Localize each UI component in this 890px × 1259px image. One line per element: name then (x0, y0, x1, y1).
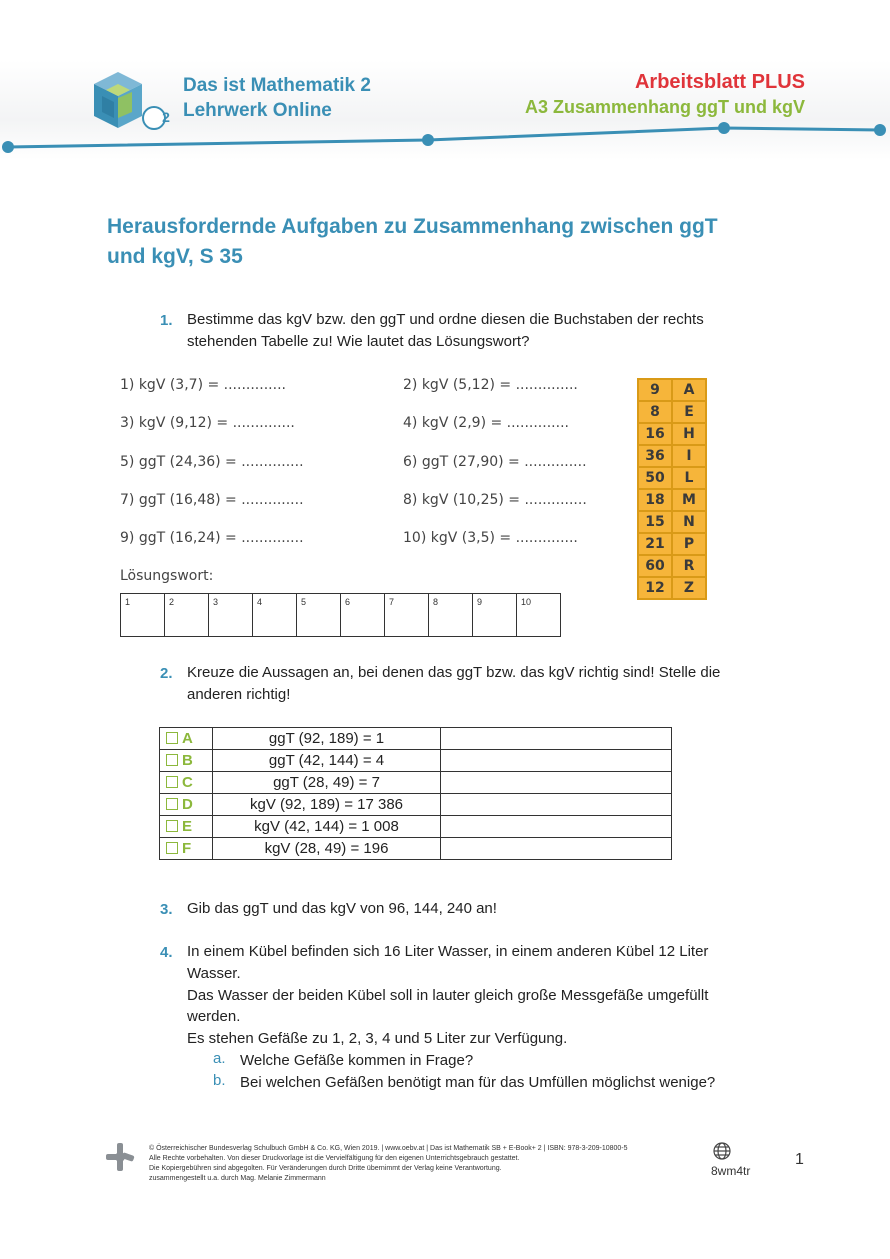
checkbox-icon[interactable] (166, 798, 178, 810)
task-1-item: 7) ggT (16,48) = .............. (120, 492, 304, 508)
statement-text: ggT (28, 49) = 7 (213, 772, 441, 794)
key-number: 21 (638, 533, 672, 555)
checkbox-icon[interactable] (166, 820, 178, 832)
task-1-item: 2) kgV (5,12) = .............. (403, 377, 578, 393)
key-number: 15 (638, 511, 672, 533)
task-4-text-line-1: In einem Kübel befinden sich 16 Liter Wasser, in einem anderen Kübel 12 Liter (187, 943, 709, 960)
statement-checkbox[interactable] (160, 728, 213, 750)
key-letter: R (672, 555, 706, 577)
logo-badge: 2 (162, 109, 170, 125)
table-row (160, 838, 672, 860)
correction-cell[interactable] (441, 750, 672, 772)
sheet-subtitle: A3 Zusammenhang ggT und kgV (524, 97, 805, 117)
footer-line: Alle Rechte vorbehalten. Von dieser Druckvorlage ist die Vervielfältigung für den eigenen Unterrichtsgebrauch gestattet. (149, 1155, 520, 1162)
statement-text: ggT (92, 189) = 1 (213, 728, 441, 750)
correction-cell[interactable] (441, 816, 672, 838)
key-number: 36 (638, 445, 672, 467)
footer-line: © Österreichischer Bundesverlag Schulbuch GmbH & Co. KG, Wien 2019. | www.oebv.at | Das ist Mathematik SB + E-Book+ 2 | ISBN: 978-3-209-10800-5 (149, 1145, 628, 1152)
checkbox-icon[interactable] (166, 776, 178, 788)
table-row (160, 772, 672, 794)
key-number: 12 (638, 577, 672, 599)
table-row (160, 728, 672, 750)
statement-label: D (182, 796, 193, 813)
key-number: 60 (638, 555, 672, 577)
task-1-item: 9) ggT (16,24) = .............. (120, 530, 304, 546)
task-4-number: 4. (160, 944, 173, 961)
task-2-text-line-1: Kreuze die Aussagen an, bei denen das ggT bzw. das kgV richtig sind! Stelle die (187, 664, 721, 681)
statement-label: F (182, 840, 192, 857)
task-3-number: 3. (160, 901, 173, 918)
solution-cell[interactable]: 5 (297, 594, 341, 637)
page-number: 1 (795, 1151, 804, 1168)
checkbox-icon[interactable] (166, 842, 178, 854)
statement-text: ggT (42, 144) = 4 (213, 750, 441, 772)
task-1-item: 4) kgV (2,9) = .............. (403, 415, 569, 431)
statement-label: C (182, 774, 193, 791)
correction-cell[interactable] (441, 728, 672, 750)
task-4-text-line-3: Das Wasser der beiden Kübel soll in lauter gleich große Messgefäße umgefüllt (187, 987, 709, 1004)
correction-cell[interactable] (441, 772, 672, 794)
statement-checkbox[interactable] (160, 816, 213, 838)
brand-line-1: Das ist Mathematik 2 (183, 75, 371, 96)
statement-text: kgV (42, 144) = 1 008 (213, 816, 441, 838)
task-1-item: 8) kgV (10,25) = .............. (403, 492, 587, 508)
correction-cell[interactable] (441, 838, 672, 860)
key-letter: M (672, 489, 706, 511)
key-letter: E (672, 401, 706, 423)
footer-copyright (149, 1144, 709, 1184)
page-title-line-1: Herausfordernde Aufgaben zu Zusammenhang zwischen ggT (107, 215, 718, 238)
solution-word-label: Lösungswort: (120, 568, 214, 584)
solution-cell[interactable]: 6 (341, 594, 385, 637)
task-1-text-line-2: stehenden Tabelle zu! Wie lautet das Lösungswort? (187, 333, 530, 350)
statement-checkbox[interactable] (160, 772, 213, 794)
statement-checkbox[interactable] (160, 750, 213, 772)
key-number: 9 (638, 379, 672, 401)
solution-cell[interactable]: 8 (429, 594, 473, 637)
table-row (160, 750, 672, 772)
sheet-title: Arbeitsblatt PLUS (634, 71, 805, 93)
task-1-item: 1) kgV (3,7) = .............. (120, 377, 286, 393)
brand-line-2: Lehrwerk Online (183, 100, 332, 121)
solution-cell[interactable]: 4 (253, 594, 297, 637)
statement-text: kgV (92, 189) = 17 386 (213, 794, 441, 816)
key-number: 16 (638, 423, 672, 445)
key-letter: Z (672, 577, 706, 599)
key-number: 8 (638, 401, 672, 423)
key-letter: A (672, 379, 706, 401)
footer-line: zusammengestellt u.a. durch Mag. Melanie Zimmermann (149, 1175, 326, 1182)
statement-checkbox[interactable] (160, 794, 213, 816)
task-4-sub-b-text: Bei welchen Gefäßen benötigt man für das Umfüllen möglichst wenige? (240, 1074, 716, 1091)
letter-key-table (637, 378, 707, 600)
statement-label: B (182, 752, 193, 769)
solution-cell[interactable]: 1 (121, 594, 165, 637)
task-2-number: 2. (160, 665, 173, 682)
publisher-logo-icon (104, 1141, 136, 1173)
task-1-number: 1. (160, 312, 173, 329)
task-4-text-line-2: Wasser. (187, 965, 241, 982)
page-title-line-2: und kgV, S 35 (107, 245, 243, 268)
task-1-item: 10) kgV (3,5) = .............. (403, 530, 578, 546)
solution-cell[interactable]: 2 (165, 594, 209, 637)
solution-cell[interactable]: 10 (517, 594, 561, 637)
solution-word-table (120, 593, 561, 637)
statement-text: kgV (28, 49) = 196 (213, 838, 441, 860)
statement-checkbox[interactable] (160, 838, 213, 860)
task-4-sub-a-letter: a. (213, 1050, 226, 1067)
key-number: 50 (638, 467, 672, 489)
solution-cell[interactable]: 9 (473, 594, 517, 637)
statement-label: A (182, 730, 193, 747)
correction-cell[interactable] (441, 794, 672, 816)
task-4-sub-a-text: Welche Gefäße kommen in Frage? (240, 1052, 474, 1069)
key-letter: L (672, 467, 706, 489)
key-letter: I (672, 445, 706, 467)
footer-line: Die Kopiergebühren sind abgegolten. Für Veränderungen durch Dritte übernimmt der Verlag keine Verantwortung. (149, 1165, 502, 1172)
globe-icon[interactable] (712, 1141, 732, 1161)
solution-cell[interactable]: 7 (385, 594, 429, 637)
table-row (160, 816, 672, 838)
checkbox-icon[interactable] (166, 754, 178, 766)
solution-cell[interactable]: 3 (209, 594, 253, 637)
header-timeline-line (0, 120, 890, 160)
task-2-text-line-2: anderen richtig! (187, 686, 291, 703)
online-code[interactable]: 8wm4tr (711, 1164, 751, 1178)
task-4-sub-b-letter: b. (213, 1072, 226, 1089)
key-letter: N (672, 511, 706, 533)
checkbox-icon[interactable] (166, 732, 178, 744)
task-1-item: 3) kgV (9,12) = .............. (120, 415, 295, 431)
task-1-item: 6) ggT (27,90) = .............. (403, 454, 587, 470)
key-letter: H (672, 423, 706, 445)
task-3-text: Gib das ggT und das kgV von 96, 144, 240 an! (187, 900, 497, 917)
task-1-item: 5) ggT (24,36) = .............. (120, 454, 304, 470)
statement-label: E (182, 818, 193, 835)
task-4-text-line-5: Es stehen Gefäße zu 1, 2, 3, 4 und 5 Liter zur Verfügung. (187, 1030, 568, 1047)
key-letter: P (672, 533, 706, 555)
task-1-text-line-1: Bestimme das kgV bzw. den ggT und ordne diesen die Buchstaben der rechts (187, 311, 704, 328)
table-row (160, 794, 672, 816)
key-number: 18 (638, 489, 672, 511)
statements-table (159, 727, 672, 860)
task-4-text-line-4: werden. (187, 1008, 241, 1025)
